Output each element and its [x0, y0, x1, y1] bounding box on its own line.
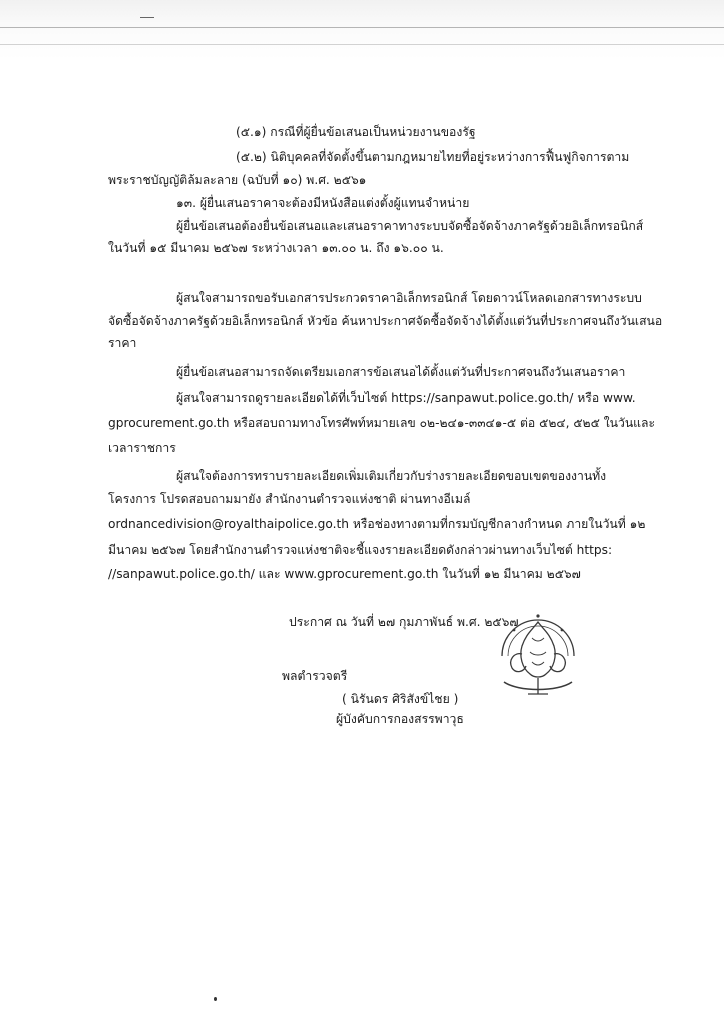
scan-artifact-line — [0, 27, 724, 28]
signer-name: ( นิรันดร ศิริสังข์ไชย ) — [342, 692, 459, 706]
signer-rank: พลตำรวจตรี — [282, 669, 348, 683]
clause-13: ๑๓. ผู้ยื่นเสนอราคาจะต้องมีหนังสือแต่งตั้งผู้แทนจำหน่าย — [176, 196, 470, 210]
scan-artifact-line — [0, 44, 724, 45]
clause-5-2-line-2: พระราชบัญญัติล้มละลาย (ฉบับที่ ๑๐) พ.ศ. ๒๕๖๑ — [108, 173, 367, 187]
detail-line-1: ผู้สนใจสามารถดูรายละเอียดได้ที่เว็บไซต์ https://sanpawut.police.go.th/ หรือ www. — [176, 391, 636, 405]
detail-line-3: เวลาราชการ — [108, 441, 176, 455]
submission-line-2: ในวันที่ ๑๕ มีนาคม ๒๕๖๗ ระหว่างเวลา ๑๓.๐๐ น. ถึง ๑๖.๐๐ น. — [108, 241, 444, 255]
clause-5-2-line-1: (๕.๒) นิติบุคคลที่จัดตั้งขึ้นตามกฎหมายไทยที่อยู่ระหว่างการฟื้นฟูกิจการตาม — [236, 150, 630, 164]
inquiry-line-1: ผู้สนใจต้องการทราบรายละเอียดเพิ่มเติมเกี่ยวกับร่างรายละเอียดขอบเขตของงานทั้ง — [176, 469, 607, 483]
inquiry-line-3: ordnancedivision@royalthaipolice.go.th หรือช่องทางตามที่กรมบัญชีกลางกำหนด ภายในวันที่ ๑๒ — [108, 517, 646, 531]
download-line-1: ผู้สนใจสามารถขอรับเอกสารประกวดราคาอิเล็กทรอนิกส์ โดยดาวน์โหลดเอกสารทางระบบ — [176, 291, 642, 305]
police-seal-stamp-icon — [492, 608, 584, 704]
scan-speck — [214, 997, 217, 1001]
inquiry-line-4: มีนาคม ๒๕๖๗ โดยสำนักงานตำรวจแห่งชาติจะชี้แจงรายละเอียดดังกล่าวผ่านทางเว็บไซต์ https: — [108, 543, 613, 557]
submission-line-1: ผู้ยื่นข้อเสนอต้องยื่นข้อเสนอและเสนอราคาทางระบบจัดซื้อจัดจ้างภาครัฐด้วยอิเล็กทรอนิกส์ — [176, 219, 644, 233]
inquiry-line-5: //sanpawut.police.go.th/ และ www.gprocurement.go.th ในวันที่ ๑๒ มีนาคม ๒๕๖๗ — [108, 567, 581, 581]
scan-shading — [0, 0, 724, 70]
prepare-line: ผู้ยื่นข้อเสนอสามารถจัดเตรียมเอกสารข้อเสนอได้ตั้งแต่วันที่ประกาศจนถึงวันเสนอราคา — [176, 365, 626, 379]
download-line-3: ราคา — [108, 336, 137, 350]
signer-title: ผู้บังคับการกองสรรพาวุธ — [336, 712, 464, 726]
download-line-2: จัดซื้อจัดจ้างภาครัฐด้วยอิเล็กทรอนิกส์ หัวข้อ ค้นหาประกาศจัดซื้อจัดจ้างได้ตั้งแต่วันที่ประกาศจนถึงวันเสนอ — [108, 314, 663, 328]
inquiry-line-2: โครงการ โปรดสอบถามมายัง สำนักงานตำรวจแห่งชาติ ผ่านทางอีเมล์ — [108, 492, 471, 506]
scan-artifact-line — [140, 17, 154, 18]
detail-line-2: gprocurement.go.th หรือสอบถามทางโทรศัพท์หมายเลข ๐๒-๒๔๑-๓๓๔๑-๕ ต่อ ๕๒๔, ๕๒๕ ในวันและ — [108, 416, 656, 430]
clause-5-1: (๕.๑) กรณีที่ผู้ยื่นข้อเสนอเป็นหน่วยงานของรัฐ — [236, 125, 476, 139]
announcement-date: ประกาศ ณ วันที่ ๒๗ กุมภาพันธ์ พ.ศ. ๒๕๖๗ — [289, 615, 519, 629]
